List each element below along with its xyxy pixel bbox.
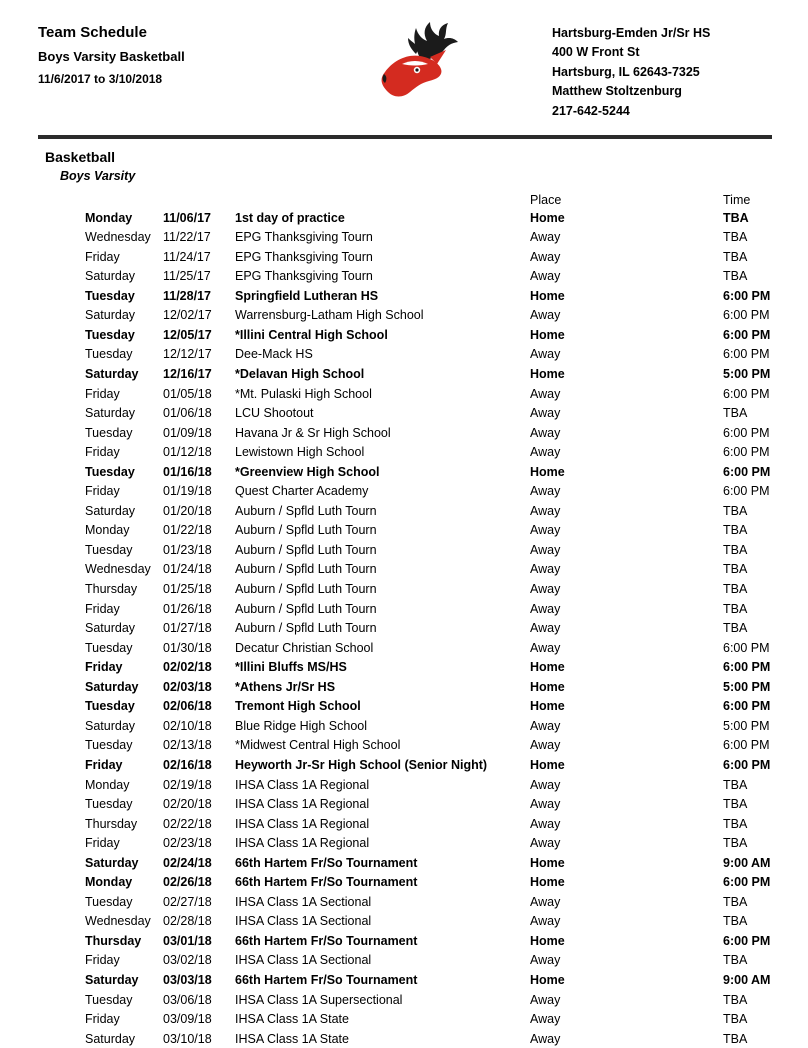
school-address-line2: Hartsburg, IL 62643-7325 (552, 64, 700, 79)
day-cell: Wednesday (85, 914, 151, 929)
event-cell: 1st day of practice (235, 210, 345, 225)
date-cell: 01/06/18 (163, 406, 212, 421)
day-cell: Monday (85, 523, 130, 538)
event-cell: Dee-Mack HS (235, 347, 313, 362)
schedule-row (85, 579, 772, 599)
time-cell: TBA (723, 542, 748, 557)
date-cell: 01/09/18 (163, 425, 212, 440)
schedule-row (85, 384, 772, 404)
schedule-table (85, 193, 772, 1048)
event-cell: Auburn / Spfld Luth Tourn (235, 503, 377, 518)
schedule-row (85, 853, 772, 873)
event-cell: IHSA Class 1A Regional (235, 836, 370, 851)
day-cell: Saturday (85, 1031, 136, 1046)
event-cell: Lewistown High School (235, 445, 365, 460)
date-cell: 12/12/17 (163, 347, 212, 362)
time-cell: TBA (723, 269, 748, 284)
team-subtitle: Boys Varsity Basketball (38, 49, 185, 64)
place-cell: Away (530, 621, 561, 636)
date-cell: 03/02/18 (163, 953, 212, 968)
schedule-row (85, 697, 772, 717)
date-cell: 02/20/18 (163, 797, 212, 812)
schedule-row (85, 990, 772, 1010)
time-cell: TBA (723, 621, 748, 636)
place-cell: Away (530, 640, 561, 655)
schedule-row (85, 892, 772, 912)
event-cell: IHSA Class 1A State (235, 1012, 349, 1027)
time-cell: 9:00 AM (723, 972, 771, 987)
event-cell: *Athens Jr/Sr HS (235, 679, 336, 694)
time-cell: TBA (723, 777, 748, 792)
schedule-row (85, 403, 772, 423)
date-cell: 11/06/17 (163, 210, 211, 225)
place-cell: Away (530, 425, 561, 440)
date-cell: 11/22/17 (163, 230, 211, 245)
date-cell: 01/23/18 (163, 542, 212, 557)
day-cell: Thursday (85, 816, 138, 831)
schedule-row (85, 345, 772, 365)
place-cell: Home (530, 972, 565, 987)
time-cell: 5:00 PM (723, 718, 770, 733)
event-cell: Auburn / Spfld Luth Tourn (235, 601, 377, 616)
place-cell: Away (530, 836, 561, 851)
event-cell: IHSA Class 1A Sectional (235, 894, 372, 909)
time-cell: TBA (723, 992, 748, 1007)
event-cell: Auburn / Spfld Luth Tourn (235, 542, 377, 557)
time-cell: TBA (723, 816, 748, 831)
place-cell: Away (530, 582, 561, 597)
day-cell: Friday (85, 445, 120, 460)
day-cell: Saturday (85, 503, 136, 518)
team-heading: Boys Varsity (60, 168, 136, 183)
schedule-row (85, 325, 772, 345)
day-cell: Friday (85, 484, 120, 499)
schedule-row (85, 482, 772, 502)
day-cell: Tuesday (85, 699, 135, 714)
day-cell: Friday (85, 953, 120, 968)
event-cell: *Greenview High School (235, 464, 380, 479)
day-cell: Wednesday (85, 230, 151, 245)
time-cell: TBA (723, 523, 748, 538)
event-cell: Quest Charter Academy (235, 484, 369, 499)
date-cell: 01/27/18 (163, 621, 212, 636)
day-cell: Monday (85, 777, 130, 792)
day-cell: Saturday (85, 367, 139, 382)
time-cell: 6:00 PM (723, 464, 771, 479)
schedule-row (85, 227, 772, 247)
place-cell: Home (530, 327, 565, 342)
schedule-row (85, 423, 772, 443)
place-cell: Away (530, 347, 561, 362)
schedule-row (85, 208, 772, 228)
time-cell: 5:00 PM (723, 367, 771, 382)
place-cell: Away (530, 308, 561, 323)
event-cell: IHSA Class 1A State (235, 1031, 349, 1046)
date-cell: 11/25/17 (163, 269, 211, 284)
event-cell: Havana Jr & Sr High School (235, 425, 391, 440)
event-cell: IHSA Class 1A Regional (235, 777, 370, 792)
date-cell: 03/10/18 (163, 1031, 212, 1046)
time-cell: TBA (723, 249, 748, 264)
place-cell: Home (530, 367, 565, 382)
place-cell: Away (530, 445, 561, 460)
schedule-row (85, 521, 772, 541)
event-cell: 66th Hartem Fr/So Tournament (235, 855, 418, 870)
place-cell: Away (530, 777, 561, 792)
place-cell: Away (530, 484, 561, 499)
time-cell: 9:00 AM (723, 855, 771, 870)
date-cell: 01/16/18 (163, 464, 212, 479)
schedule-row (85, 267, 772, 287)
day-cell: Tuesday (85, 640, 133, 655)
schedule-row (85, 951, 772, 971)
day-cell: Saturday (85, 679, 139, 694)
time-cell: TBA (723, 503, 748, 518)
place-cell: Away (530, 992, 561, 1007)
event-cell: *Illini Central High School (235, 327, 388, 342)
schedule-row (85, 462, 772, 482)
day-cell: Tuesday (85, 425, 133, 440)
day-cell: Friday (85, 757, 123, 772)
day-cell: Tuesday (85, 992, 133, 1007)
header-left-block (38, 20, 288, 86)
date-cell: 01/26/18 (163, 601, 212, 616)
date-cell: 01/20/18 (163, 503, 212, 518)
day-cell: Saturday (85, 269, 136, 284)
schedule-row (85, 306, 772, 326)
place-column-header: Place (530, 193, 562, 208)
schedule-row (85, 442, 772, 462)
schedule-row (85, 931, 772, 951)
schedule-row (85, 833, 772, 853)
time-cell: 6:00 PM (723, 933, 771, 948)
place-cell: Away (530, 894, 561, 909)
date-cell: 01/24/18 (163, 562, 212, 577)
stag-mascot-logo-icon (288, 20, 552, 102)
school-name: Hartsburg-Emden Jr/Sr HS (552, 26, 711, 40)
date-cell: 03/09/18 (163, 1012, 212, 1027)
date-cell: 02/26/18 (163, 875, 212, 890)
event-cell: IHSA Class 1A Supersectional (235, 992, 403, 1007)
time-cell: 6:00 PM (723, 327, 771, 342)
time-cell: 5:00 PM (723, 679, 771, 694)
time-cell: TBA (723, 836, 748, 851)
schedule-row (85, 618, 772, 638)
time-cell: TBA (723, 210, 749, 225)
date-cell: 01/19/18 (163, 484, 212, 499)
event-cell: EPG Thanksgiving Tourn (235, 230, 373, 245)
sport-heading: Basketball (45, 148, 116, 165)
place-cell: Away (530, 562, 561, 577)
place-cell: Away (530, 914, 561, 929)
day-cell: Friday (85, 660, 123, 675)
event-cell: IHSA Class 1A Regional (235, 797, 370, 812)
time-cell: 6:00 PM (723, 640, 770, 655)
place-cell: Home (530, 660, 565, 675)
place-cell: Away (530, 406, 561, 421)
place-cell: Away (530, 503, 561, 518)
schedule-row (85, 970, 772, 990)
schedule-row (85, 657, 772, 677)
event-cell: Heyworth Jr-Sr High School (Senior Night) (235, 757, 488, 772)
place-cell: Away (530, 797, 561, 812)
place-cell: Home (530, 464, 565, 479)
date-cell: 03/03/18 (163, 972, 212, 987)
schedule-row (85, 599, 772, 619)
schedule-row (85, 912, 772, 932)
event-cell: 66th Hartem Fr/So Tournament (235, 972, 418, 987)
schedule-row (85, 247, 772, 267)
place-cell: Away (530, 523, 561, 538)
date-cell: 02/23/18 (163, 836, 212, 851)
school-address-line1: 400 W Front St (552, 45, 640, 60)
event-cell: EPG Thanksgiving Tourn (235, 269, 373, 284)
time-cell: 6:00 PM (723, 699, 771, 714)
place-cell: Away (530, 386, 561, 401)
place-cell: Away (530, 230, 561, 245)
day-cell: Tuesday (85, 327, 135, 342)
date-cell: 01/12/18 (163, 445, 212, 460)
time-cell: TBA (723, 582, 748, 597)
event-cell: Auburn / Spfld Luth Tourn (235, 621, 377, 636)
time-cell: TBA (723, 1012, 748, 1027)
day-cell: Tuesday (85, 894, 133, 909)
date-cell: 02/22/18 (163, 816, 212, 831)
event-cell: 66th Hartem Fr/So Tournament (235, 875, 418, 890)
schedule-row (85, 501, 772, 521)
time-cell: 6:00 PM (723, 484, 770, 499)
day-cell: Saturday (85, 855, 139, 870)
table-header-row (85, 193, 772, 208)
contact-phone: 217-642-5244 (552, 103, 630, 118)
schedule-row (85, 1009, 772, 1029)
header-divider (38, 135, 772, 139)
day-cell: Thursday (85, 933, 142, 948)
event-cell: Auburn / Spfld Luth Tourn (235, 562, 377, 577)
place-cell: Home (530, 855, 565, 870)
date-cell: 01/30/18 (163, 640, 212, 655)
day-cell: Tuesday (85, 288, 135, 303)
event-cell: *Mt. Pulaski High School (235, 386, 372, 401)
event-cell: Auburn / Spfld Luth Tourn (235, 582, 377, 597)
place-cell: Home (530, 679, 565, 694)
time-cell: TBA (723, 230, 748, 245)
place-cell: Home (530, 699, 565, 714)
event-cell: 66th Hartem Fr/So Tournament (235, 933, 418, 948)
date-cell: 03/06/18 (163, 992, 212, 1007)
day-cell: Tuesday (85, 542, 133, 557)
time-cell: TBA (723, 894, 748, 909)
schedule-row (85, 775, 772, 795)
time-cell: 6:00 PM (723, 386, 770, 401)
day-cell: Tuesday (85, 738, 133, 753)
event-cell: EPG Thanksgiving Tourn (235, 249, 373, 264)
place-cell: Away (530, 816, 561, 831)
date-cell: 02/06/18 (163, 699, 212, 714)
date-cell: 12/05/17 (163, 327, 212, 342)
date-cell: 02/28/18 (163, 914, 212, 929)
time-cell: 6:00 PM (723, 288, 771, 303)
event-cell: Decatur Christian School (235, 640, 374, 655)
time-column-header: Time (723, 193, 751, 208)
day-cell: Thursday (85, 582, 138, 597)
time-cell: 6:00 PM (723, 445, 770, 460)
place-cell: Away (530, 249, 561, 264)
time-cell: 6:00 PM (723, 308, 770, 323)
season-date-range: 11/6/2017 to 3/10/2018 (38, 72, 163, 86)
time-cell: 6:00 PM (723, 875, 771, 890)
page-header (38, 20, 772, 121)
time-cell: TBA (723, 562, 748, 577)
event-cell: *Midwest Central High School (235, 738, 401, 753)
day-cell: Tuesday (85, 464, 135, 479)
place-cell: Home (530, 933, 565, 948)
day-cell: Saturday (85, 406, 136, 421)
date-cell: 02/24/18 (163, 855, 212, 870)
event-cell: Auburn / Spfld Luth Tourn (235, 523, 377, 538)
day-cell: Saturday (85, 308, 136, 323)
schedule-row (85, 872, 772, 892)
event-cell: *Illini Bluffs MS/HS (235, 660, 347, 675)
place-cell: Away (530, 601, 561, 616)
time-cell: 6:00 PM (723, 660, 771, 675)
time-cell: 6:00 PM (723, 757, 771, 772)
date-cell: 02/03/18 (163, 679, 212, 694)
schedule-row (85, 716, 772, 736)
date-cell: 02/13/18 (163, 738, 212, 753)
place-cell: Away (530, 269, 561, 284)
date-cell: 02/02/18 (163, 660, 212, 675)
schedule-row (85, 560, 772, 580)
day-cell: Monday (85, 875, 133, 890)
place-cell: Home (530, 875, 565, 890)
date-cell: 01/05/18 (163, 386, 212, 401)
event-cell: IHSA Class 1A Sectional (235, 953, 372, 968)
event-cell: Tremont High School (235, 699, 361, 714)
place-cell: Away (530, 718, 561, 733)
contact-name: Matthew Stoltzenburg (552, 84, 682, 99)
schedule-row (85, 736, 772, 756)
event-cell: Springfield Lutheran HS (235, 288, 379, 303)
date-cell: 11/24/17 (163, 249, 211, 264)
day-cell: Friday (85, 249, 120, 264)
schedule-row (85, 364, 772, 384)
date-cell: 02/10/18 (163, 718, 212, 733)
date-cell: 11/28/17 (163, 288, 211, 303)
date-cell: 12/16/17 (163, 367, 212, 382)
date-cell: 12/02/17 (163, 308, 212, 323)
time-cell: TBA (723, 406, 748, 421)
day-cell: Monday (85, 210, 133, 225)
date-cell: 02/19/18 (163, 777, 212, 792)
day-cell: Tuesday (85, 797, 133, 812)
day-cell: Friday (85, 1012, 120, 1027)
place-cell: Home (530, 757, 565, 772)
section-heading (38, 149, 772, 183)
day-cell: Friday (85, 386, 120, 401)
schedule-row (85, 794, 772, 814)
place-cell: Away (530, 542, 561, 557)
schedule-body (85, 208, 772, 1048)
place-cell: Away (530, 738, 561, 753)
event-cell: LCU Shootout (235, 406, 314, 421)
date-cell: 01/25/18 (163, 582, 212, 597)
schedule-row (85, 814, 772, 834)
place-cell: Away (530, 1012, 561, 1027)
schedule-row (85, 286, 772, 306)
place-cell: Home (530, 210, 565, 225)
time-cell: TBA (723, 953, 748, 968)
place-cell: Away (530, 953, 561, 968)
place-cell: Away (530, 1031, 561, 1046)
day-cell: Tuesday (85, 347, 133, 362)
event-cell: *Delavan High School (235, 367, 365, 382)
day-cell: Wednesday (85, 562, 151, 577)
time-cell: TBA (723, 601, 748, 616)
time-cell: 6:00 PM (723, 738, 770, 753)
time-cell: 6:00 PM (723, 425, 770, 440)
time-cell: 6:00 PM (723, 347, 770, 362)
time-cell: TBA (723, 797, 748, 812)
event-cell: IHSA Class 1A Regional (235, 816, 370, 831)
day-cell: Saturday (85, 718, 136, 733)
time-cell: TBA (723, 914, 748, 929)
schedule-row (85, 677, 772, 697)
place-cell: Home (530, 288, 565, 303)
time-cell: TBA (723, 1031, 748, 1046)
schedule-row (85, 755, 772, 775)
date-cell: 03/01/18 (163, 933, 212, 948)
schedule-row (85, 638, 772, 658)
date-cell: 02/27/18 (163, 894, 212, 909)
event-cell: IHSA Class 1A Sectional (235, 914, 372, 929)
event-cell: Warrensburg-Latham High School (235, 308, 424, 323)
date-cell: 01/22/18 (163, 523, 212, 538)
day-cell: Saturday (85, 621, 136, 636)
event-cell: Blue Ridge High School (235, 718, 368, 733)
school-info-block (552, 20, 772, 121)
day-cell: Friday (85, 836, 120, 851)
day-cell: Saturday (85, 972, 139, 987)
day-cell: Friday (85, 601, 120, 616)
schedule-row (85, 540, 772, 560)
date-cell: 02/16/18 (163, 757, 212, 772)
page-title: Team Schedule (38, 24, 147, 41)
schedule-row (85, 1029, 772, 1048)
